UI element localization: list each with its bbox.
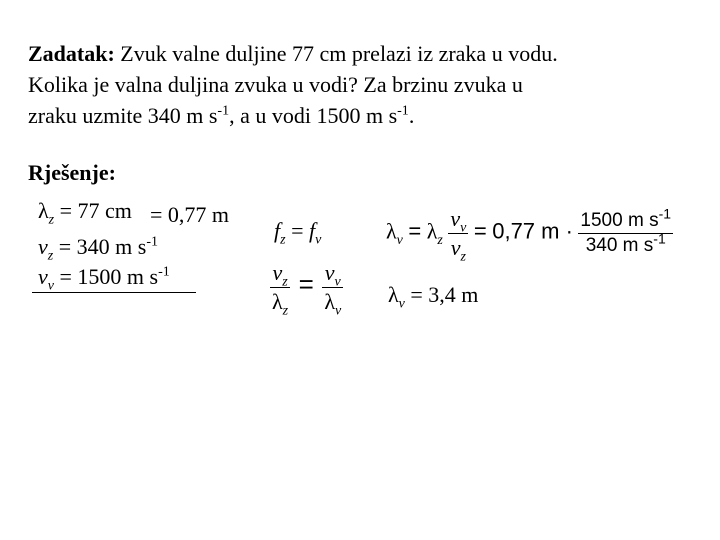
subscript: z: [282, 274, 288, 290]
given1-value: = 77 cm: [54, 198, 132, 223]
given-divider: [32, 292, 196, 293]
given-v-z: [38, 234, 158, 264]
exponent: -1: [146, 234, 158, 250]
lambda-symbol: λ: [386, 218, 397, 244]
computation-equation: [386, 205, 673, 265]
subscript: v: [398, 296, 405, 312]
subscript: v: [315, 232, 322, 248]
given-v-v: [38, 264, 170, 294]
v-symbol: v: [38, 264, 48, 289]
subscript: z: [437, 232, 443, 248]
exponent: -1: [217, 103, 230, 119]
result: [388, 282, 479, 312]
equals-sign: =: [291, 218, 304, 243]
fraction-vv-lambdav: [322, 260, 343, 319]
ratio-equation: [270, 260, 343, 319]
subscript: z: [280, 232, 286, 248]
given3-value: = 1500 m s: [53, 264, 159, 289]
denominator-value: 340 m s: [585, 235, 654, 256]
lambda-symbol: λ: [272, 289, 283, 314]
subscript: z: [282, 303, 289, 319]
fraction-vz-lambdaz: [270, 260, 290, 319]
lambda-symbol: λ: [426, 218, 438, 244]
task-statement: [28, 38, 688, 131]
subscript: z: [48, 212, 55, 228]
f-symbol: f: [309, 218, 316, 243]
exponent: -1: [658, 205, 672, 222]
subscript: v: [460, 220, 467, 236]
subscript: z: [460, 249, 466, 265]
exponent: -1: [397, 103, 409, 119]
frequency-equality: [274, 218, 322, 248]
subscript: z: [47, 248, 54, 264]
equals-sign: =: [298, 268, 314, 299]
exponent: -1: [653, 230, 666, 247]
task-text-line3a: zraku uzmite 340 m s: [28, 103, 218, 128]
fraction-velocities: [578, 205, 673, 257]
v-symbol: v: [38, 234, 48, 259]
given-lambda-z: [38, 198, 132, 228]
f-symbol: f: [274, 218, 281, 243]
exponent: -1: [158, 264, 170, 280]
lambda-symbol: λ: [388, 282, 399, 307]
equals-sign: =: [408, 218, 422, 244]
given2-value: = 340 m s: [53, 234, 147, 259]
fraction-vv-vz: [448, 206, 468, 265]
task-text-line3c: .: [408, 103, 415, 128]
task-text-line2: Kolika je valna duljina zvuka u vodi? Za brzinu zvuka u: [28, 72, 523, 97]
v-symbol: v: [450, 206, 461, 231]
equals-sign: =: [473, 218, 487, 244]
result-value: = 3,4 m: [404, 282, 479, 307]
numerator-value: 1500 m s: [580, 210, 659, 231]
v-symbol: v: [324, 260, 335, 285]
coefficient-value: 0,77 m ·: [492, 218, 573, 244]
task-text-line3b: , a u vodi 1500 m s: [229, 103, 398, 128]
task-text-line1: Zvuk valne duljine 77 cm prelazi iz zraka u vodu.: [114, 41, 558, 66]
v-symbol: v: [450, 235, 461, 260]
task-label: Zadatak:: [28, 41, 115, 66]
solution-heading: Rješenje:: [28, 160, 116, 185]
v-symbol: v: [272, 260, 283, 285]
subscript: v: [334, 303, 342, 319]
given-lambda-conversion: = 0,77 m: [150, 202, 230, 227]
subscript: v: [47, 278, 54, 294]
lambda-symbol: λ: [324, 289, 335, 314]
lambda-symbol: λ: [38, 198, 49, 223]
subscript: v: [334, 274, 341, 290]
subscript: v: [396, 232, 403, 248]
